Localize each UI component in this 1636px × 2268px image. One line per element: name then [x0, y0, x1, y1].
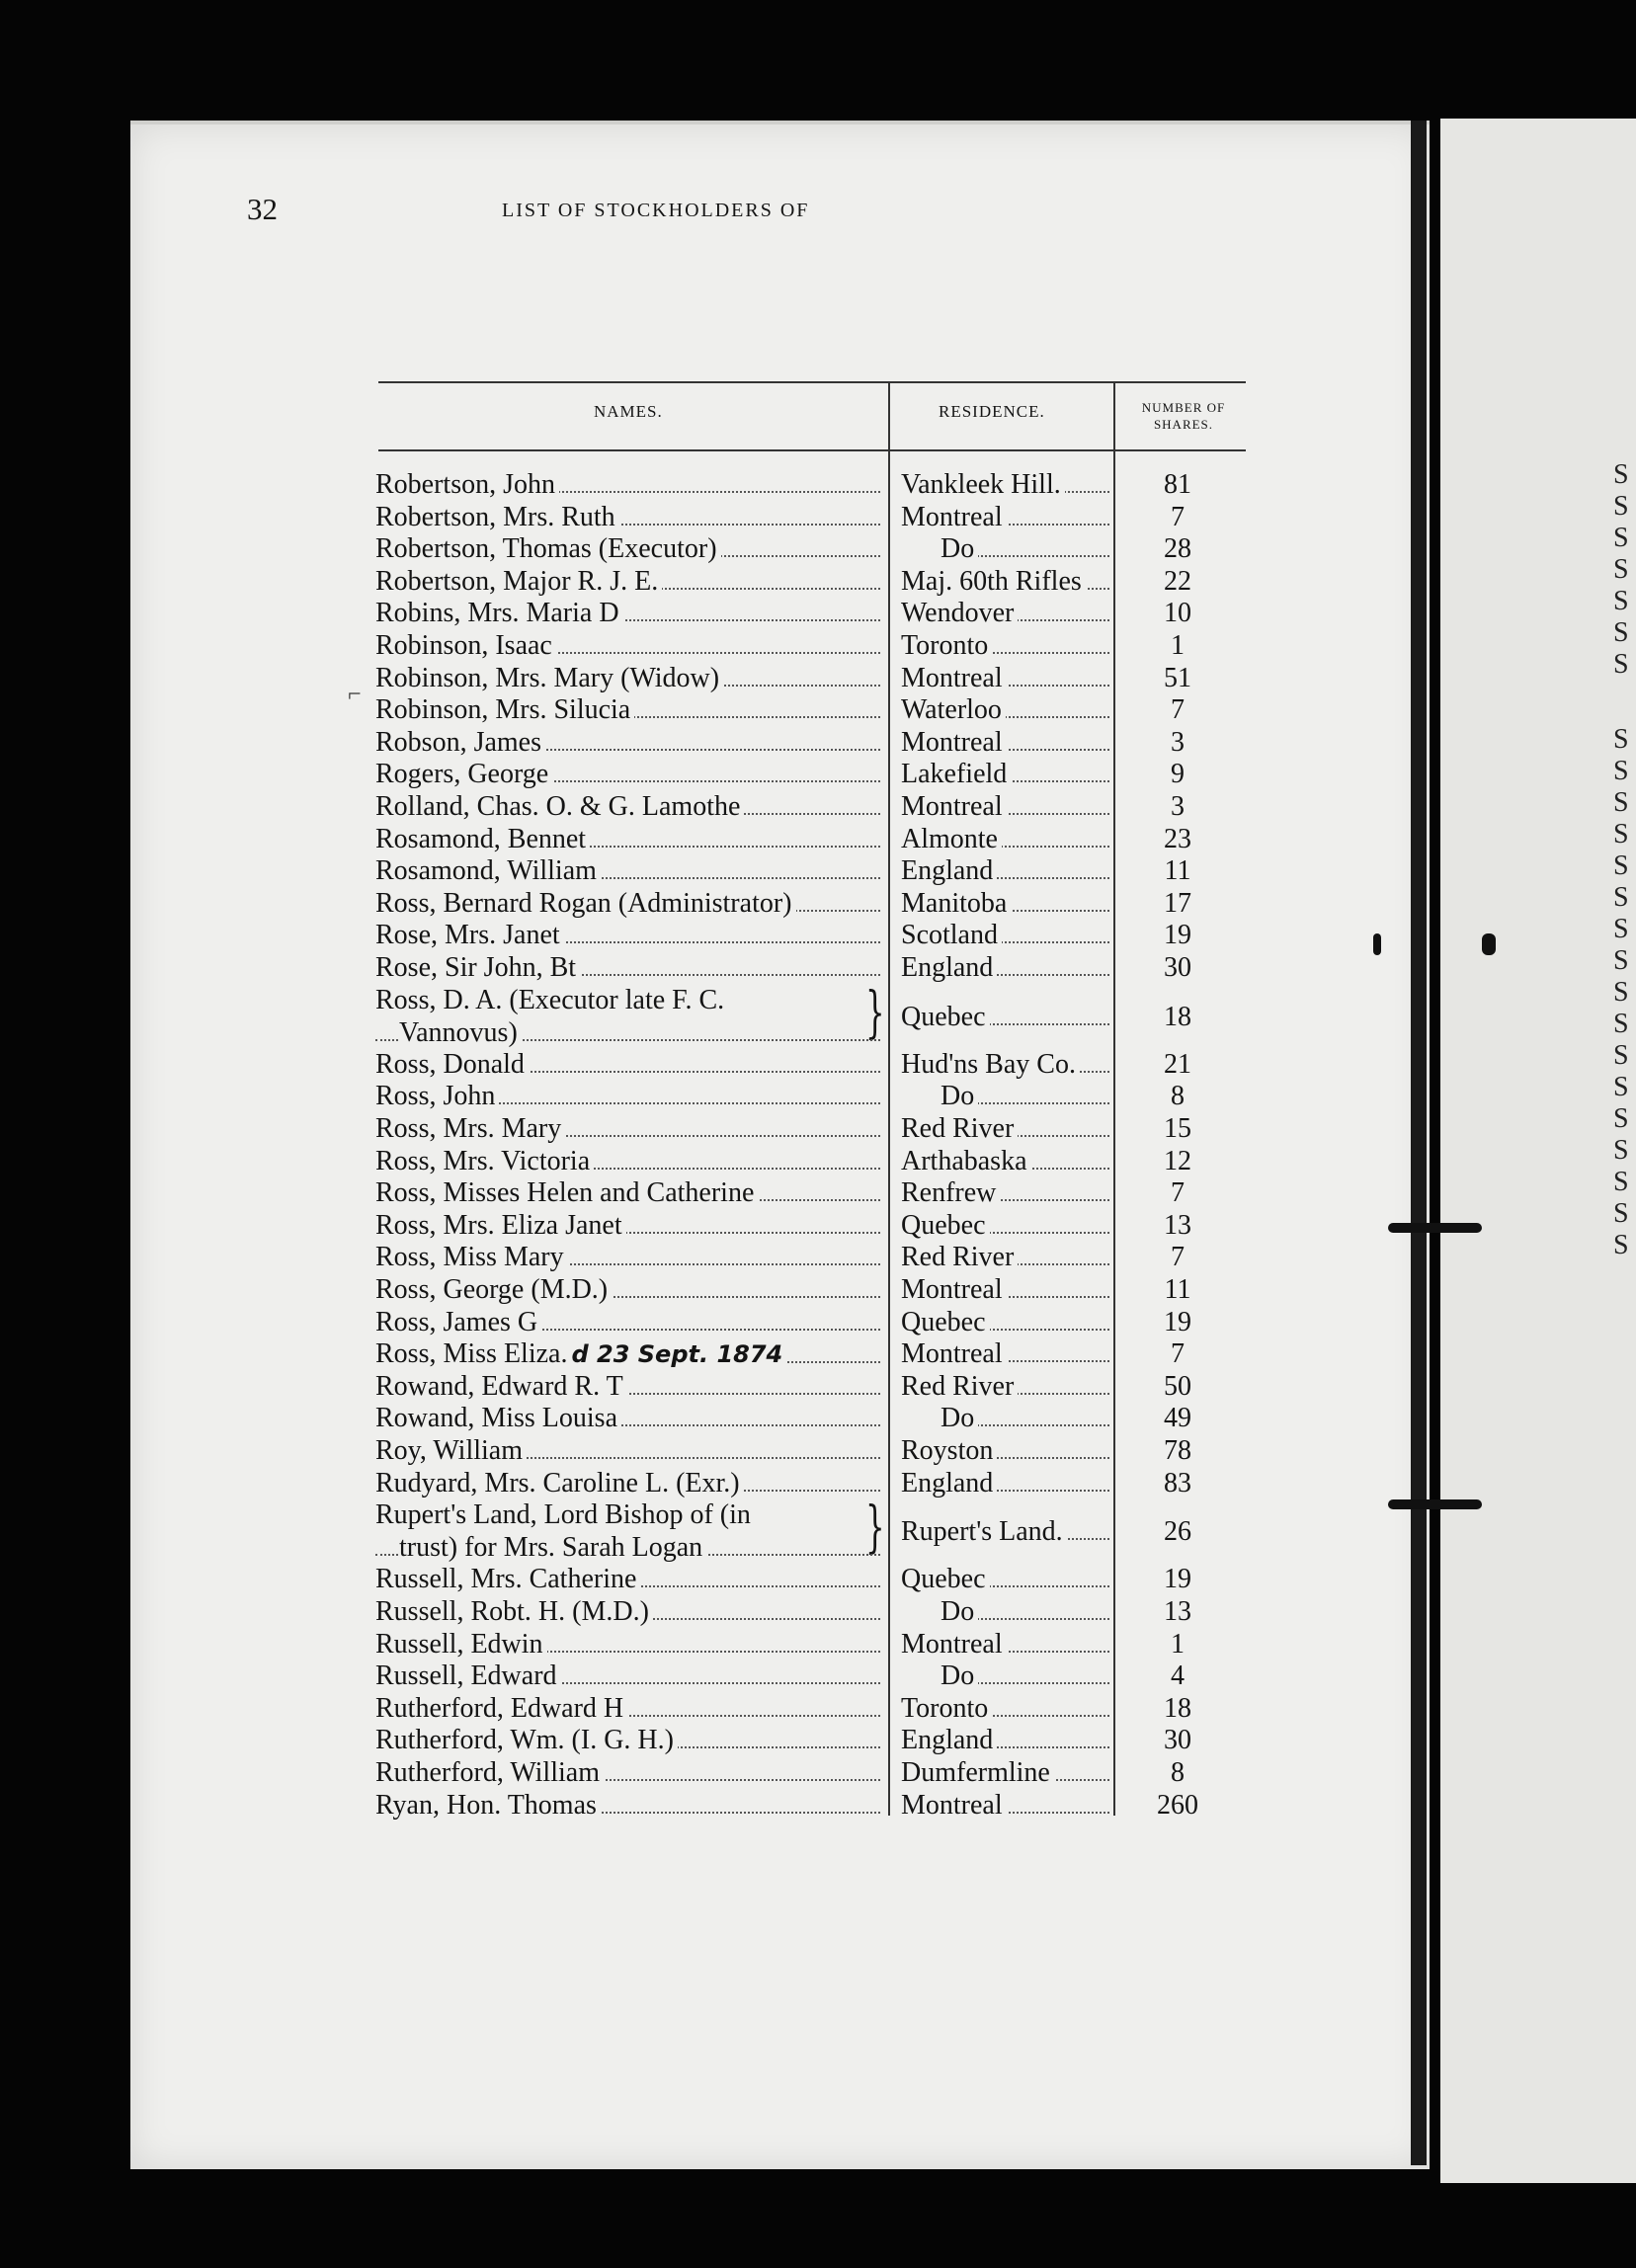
stockholder-shares: 78	[1164, 1435, 1191, 1466]
stockholder-name-text: Ross, James G	[375, 1307, 541, 1337]
stockholder-residence-text: Almonte	[901, 824, 1002, 854]
stockholder-name-text: Robertson, Major R. J. E.	[375, 566, 662, 597]
facing-page-letter: S	[1613, 1167, 1629, 1197]
table-row	[0, 1370, 1284, 1403]
stockholder-shares: 30	[1164, 1725, 1191, 1756]
stockholder-name	[375, 1434, 884, 1467]
stockholder-shares: 260	[1157, 1789, 1198, 1821]
stockholder-residence-text: Do	[901, 533, 978, 564]
table-row	[0, 1112, 1284, 1145]
stockholder-name-text: Ross, Mrs. Mary	[375, 1113, 565, 1144]
stockholder-residence	[901, 1628, 1113, 1660]
stockholder-name	[375, 1498, 884, 1564]
stockholder-residence	[901, 565, 1113, 598]
stockholder-name-text: Russell, Edwin	[375, 1629, 547, 1660]
pencil-tick-mark: ⌐	[348, 682, 362, 707]
stockholder-name	[375, 1402, 884, 1434]
binding-clip-mark	[1388, 1499, 1482, 1509]
stockholder-name	[375, 1756, 884, 1789]
stockholder-residence	[901, 758, 1113, 790]
stockholder-name-text: Ross, Miss Eliza.	[375, 1338, 571, 1369]
stockholder-residence-text: Montreal	[901, 1790, 1007, 1821]
table-row	[0, 1628, 1284, 1660]
bracket-brace: }	[865, 980, 885, 1045]
stockholder-name	[375, 1467, 884, 1499]
running-head: LIST OF STOCKHOLDERS OF	[502, 200, 810, 221]
table-row	[0, 1402, 1284, 1434]
column-header-shares-line2: SHARES.	[1153, 417, 1214, 432]
stockholder-shares: 8	[1171, 1757, 1185, 1788]
stockholder-shares: 7	[1171, 1177, 1185, 1209]
facing-page-letter: S	[1613, 914, 1629, 944]
stockholder-name-text: Vannovus)	[399, 1017, 522, 1048]
table-row	[0, 1337, 1284, 1370]
facing-page-letter: S	[1613, 1072, 1629, 1102]
bracket-brace: }	[865, 1496, 885, 1561]
stockholder-residence-text: Montreal	[901, 502, 1007, 532]
table-row	[0, 565, 1284, 598]
stockholder-name-text: Ross, Mrs. Victoria	[375, 1146, 594, 1176]
stockholder-residence-text: Do	[901, 1403, 978, 1433]
stockholder-name-text: Russell, Mrs. Catherine	[375, 1564, 640, 1594]
table-row	[0, 790, 1284, 823]
table-row	[0, 501, 1284, 533]
stockholder-name	[375, 854, 884, 887]
stockholder-residence	[901, 468, 1113, 501]
stockholder-residence-text: Montreal	[901, 663, 1007, 693]
stockholder-residence	[901, 1789, 1113, 1822]
stockholder-name-text: Robinson, Mrs. Silucia	[375, 694, 634, 725]
stockholder-residence	[901, 1145, 1113, 1177]
stockholder-name-text: Ross, John	[375, 1081, 499, 1111]
stockholder-name	[375, 629, 884, 662]
stockholder-name	[375, 501, 884, 533]
stockholder-name	[375, 1080, 884, 1112]
facing-page-letter: S	[1613, 819, 1629, 850]
table-row	[0, 1692, 1284, 1725]
stockholder-residence	[901, 823, 1113, 855]
stockholder-name-text: Rose, Mrs. Janet	[375, 920, 564, 950]
table-row	[0, 1789, 1284, 1822]
stockholder-name-text: Robertson, John	[375, 469, 559, 500]
table-row	[0, 468, 1284, 501]
stockholder-shares: 23	[1164, 823, 1191, 854]
stockholder-name	[375, 1241, 884, 1273]
page-gutter	[1411, 121, 1427, 2165]
stockholder-residence-text: Dumfermline	[901, 1757, 1054, 1788]
stockholder-residence	[901, 1112, 1113, 1145]
stockholder-name-text: trust) for Mrs. Sarah Logan	[399, 1532, 706, 1563]
stockholder-name	[375, 1789, 884, 1822]
stockholder-residence-text: Quebec	[901, 1307, 990, 1337]
stockholder-name-text: Robins, Mrs. Maria D	[375, 598, 623, 628]
binding-clip-mark	[1388, 1223, 1482, 1233]
stockholder-shares: 7	[1171, 1338, 1185, 1370]
stockholder-shares: 17	[1164, 887, 1191, 919]
stockholder-residence-text: Waterloo	[901, 694, 1006, 725]
facing-page-letter: S	[1613, 1040, 1629, 1071]
table-row	[0, 919, 1284, 951]
stockholder-residence-text: England	[901, 1468, 997, 1498]
stockholder-shares: 9	[1171, 759, 1185, 790]
stockholder-shares: 1	[1171, 630, 1185, 661]
stockholder-residence	[901, 1692, 1113, 1725]
facing-page-letter: S	[1613, 850, 1629, 881]
facing-page-letter: S	[1613, 523, 1629, 553]
stockholder-name	[375, 1337, 884, 1371]
stockholder-name-text: Rogers, George	[375, 759, 552, 789]
stockholder-residence	[901, 1515, 1113, 1548]
stockholder-name	[375, 1306, 884, 1338]
stockholder-residence-text: Toronto	[901, 630, 992, 661]
table-row	[0, 1209, 1284, 1242]
facing-page-letter: S	[1613, 1009, 1629, 1039]
stockholder-residence-text: Renfrew	[901, 1177, 1000, 1208]
stockholder-residence-text: Do	[901, 1081, 978, 1111]
binding-clip-mark	[1373, 933, 1381, 955]
stockholder-residence	[901, 1467, 1113, 1499]
stockholder-name	[375, 468, 884, 501]
table-row	[0, 1176, 1284, 1209]
stockholder-shares: 11	[1164, 1274, 1191, 1305]
stockholder-residence-text: Quebec	[901, 1002, 990, 1032]
stockholder-name-text: Robertson, Mrs. Ruth	[375, 502, 619, 532]
facing-page-letter: S	[1613, 1103, 1629, 1134]
stockholder-residence	[901, 1724, 1113, 1756]
facing-page-letter: S	[1613, 724, 1629, 755]
stockholder-name-text: Robinson, Isaac	[375, 630, 556, 661]
stockholder-shares: 18	[1164, 1692, 1191, 1724]
column-header-shares	[1124, 399, 1243, 433]
stockholder-name-text: Rutherford, Edward H	[375, 1693, 627, 1724]
stockholder-residence	[901, 887, 1113, 920]
stockholder-name	[375, 693, 884, 726]
stockholder-shares: 28	[1164, 533, 1191, 565]
table-row	[0, 726, 1284, 759]
stockholder-name	[375, 790, 884, 823]
stockholder-name	[375, 1692, 884, 1725]
stockholder-residence	[901, 1337, 1113, 1370]
stockholder-shares: 7	[1171, 1242, 1185, 1273]
facing-page-letter: S	[1613, 1198, 1629, 1229]
stockholder-residence-text: Montreal	[901, 1629, 1007, 1660]
stockholder-residence-text: England	[901, 1725, 997, 1755]
stockholder-shares: 1	[1171, 1628, 1185, 1660]
stockholder-residence-text: Do	[901, 1660, 978, 1691]
facing-page-letter: S	[1613, 617, 1629, 648]
stockholder-name	[375, 758, 884, 790]
table-row	[0, 1756, 1284, 1789]
page-number: 32	[247, 192, 278, 226]
stockholder-name	[375, 823, 884, 855]
stockholder-residence	[901, 1048, 1113, 1081]
stockholder-shares: 3	[1171, 791, 1185, 822]
handwritten-annotation: d 23 Sept. 1874	[571, 1340, 786, 1368]
stockholder-name-text: Ross, Misses Helen and Catherine	[375, 1177, 758, 1208]
facing-page-letter: S	[1613, 977, 1629, 1008]
stockholder-residence-text: Manitoba	[901, 888, 1011, 919]
stockholder-name-text: Rupert's Land, Lord Bishop of (in	[375, 1499, 755, 1530]
stockholder-name-text: Ross, Donald	[375, 1049, 529, 1080]
stockholder-residence	[901, 919, 1113, 951]
stockholder-residence	[901, 532, 1113, 565]
stockholder-shares: 10	[1164, 598, 1191, 629]
stockholder-residence-text: Lakefield	[901, 759, 1011, 789]
stockholder-shares: 81	[1164, 469, 1191, 500]
table-row	[0, 1145, 1284, 1177]
stockholder-shares: 12	[1164, 1145, 1191, 1176]
table-row	[0, 854, 1284, 887]
stockholder-shares: 26	[1164, 1516, 1191, 1548]
stockholder-residence	[901, 693, 1113, 726]
stockholder-name-text: Rosamond, William	[375, 855, 601, 886]
stockholder-residence-text: Montreal	[901, 791, 1007, 822]
stockholder-shares: 3	[1171, 726, 1185, 758]
facing-page-letter: S	[1613, 554, 1629, 585]
stockholder-name	[375, 1048, 884, 1081]
stockholder-name	[375, 597, 884, 629]
stockholder-name-text: Rowand, Miss Louisa	[375, 1403, 621, 1433]
stockholder-name-text: Ross, Mrs. Eliza Janet	[375, 1210, 626, 1241]
stockholder-residence-text: Quebec	[901, 1210, 990, 1241]
table-row	[0, 693, 1284, 726]
stockholder-residence	[901, 597, 1113, 629]
stockholder-shares: 19	[1164, 920, 1191, 951]
stockholder-residence-text: Maj. 60th Rifles	[901, 566, 1086, 597]
stockholder-residence-text: Vankleek Hill.	[901, 469, 1065, 500]
stockholder-name-text: Russell, Edward	[375, 1660, 561, 1691]
stockholder-shares: 83	[1164, 1467, 1191, 1498]
stockholder-name	[375, 1660, 884, 1692]
stockholder-residence-text: Arthabaska	[901, 1146, 1031, 1176]
stockholder-residence-text: Red River	[901, 1113, 1018, 1144]
column-header-shares-line1: NUMBER OF	[1141, 400, 1226, 415]
stockholder-residence	[901, 629, 1113, 662]
stockholder-residence	[901, 1080, 1113, 1112]
stockholder-residence	[901, 1595, 1113, 1628]
stockholder-name	[375, 919, 884, 951]
stockholder-shares: 51	[1164, 662, 1191, 693]
stockholder-shares: 19	[1164, 1564, 1191, 1595]
stockholder-name-text: Rutherford, William	[375, 1757, 604, 1788]
stockholder-name	[375, 1176, 884, 1209]
stockholder-name	[375, 1628, 884, 1660]
facing-page-letter: S	[1613, 491, 1629, 522]
stockholder-residence	[901, 501, 1113, 533]
stockholder-residence	[901, 854, 1113, 887]
stockholder-name-text: Ross, George (M.D.)	[375, 1274, 612, 1305]
stockholder-residence	[901, 1176, 1113, 1209]
stockholder-residence	[901, 951, 1113, 984]
stockholder-residence-text: Wendover	[901, 598, 1018, 628]
facing-page-letter: S	[1613, 945, 1629, 976]
stockholder-name-text: Ross, Miss Mary	[375, 1242, 568, 1272]
stockholder-name	[375, 532, 884, 565]
binding-clip-mark	[1482, 933, 1496, 955]
facing-page-letter: S	[1613, 882, 1629, 913]
stockholder-residence-text: Royston	[901, 1435, 997, 1466]
stockholder-name	[375, 1563, 884, 1595]
stockholder-name-text: Ryan, Hon. Thomas	[375, 1790, 601, 1821]
stockholder-residence-text: Quebec	[901, 1564, 990, 1594]
stockholder-shares: 49	[1164, 1403, 1191, 1434]
stockholder-residence-text: Do	[901, 1596, 978, 1627]
table-row	[0, 887, 1284, 920]
stockholder-shares: 13	[1164, 1596, 1191, 1627]
stockholder-name-text: Rose, Sir John, Bt	[375, 952, 580, 983]
stockholder-residence	[901, 1306, 1113, 1338]
stockholder-shares: 18	[1164, 1001, 1191, 1032]
stockholder-shares: 7	[1171, 694, 1185, 726]
stockholder-residence	[901, 1001, 1113, 1033]
stockholder-residence-text: Scotland	[901, 920, 1002, 950]
stockholder-shares: 50	[1164, 1370, 1191, 1402]
facing-page-letter: S	[1613, 649, 1629, 680]
stockholder-residence	[901, 1660, 1113, 1692]
stockholder-residence-text: England	[901, 855, 997, 886]
stockholder-name-text: Rutherford, Wm. (I. G. H.)	[375, 1725, 678, 1755]
stockholder-residence	[901, 1370, 1113, 1403]
stockholder-name	[375, 1209, 884, 1242]
stockholder-residence-text: Toronto	[901, 1693, 992, 1724]
stockholder-shares: 7	[1171, 501, 1185, 532]
stockholder-residence	[901, 1756, 1113, 1789]
stockholder-name	[375, 726, 884, 759]
stockholder-name	[375, 951, 884, 984]
header-bottom-rule	[378, 449, 1246, 451]
stockholder-name	[375, 1724, 884, 1756]
stockholder-name-text: Rosamond, Bennet	[375, 824, 590, 854]
stockholder-residence-text: Montreal	[901, 1274, 1007, 1305]
table-row	[0, 758, 1284, 790]
table-row	[0, 951, 1284, 984]
header-top-rule	[378, 381, 1246, 383]
stockholder-name	[375, 1595, 884, 1628]
table-row	[0, 1724, 1284, 1756]
facing-page-letter: S	[1613, 586, 1629, 616]
stockholder-shares: 13	[1164, 1209, 1191, 1241]
table-row	[0, 1595, 1284, 1628]
stockholder-residence-text: Montreal	[901, 727, 1007, 758]
stockholder-name-text: Ross, D. A. (Executor late F. C.	[375, 985, 728, 1015]
table-row	[0, 1660, 1284, 1692]
stockholder-residence-text: Rupert's Land.	[901, 1516, 1067, 1547]
stockholder-name-text: Robson, James	[375, 727, 545, 758]
table-row	[0, 823, 1284, 855]
table-row	[0, 662, 1284, 694]
table-row	[0, 1241, 1284, 1273]
stockholder-name	[375, 565, 884, 598]
stockholder-residence-text: Red River	[901, 1242, 1018, 1272]
stockholder-residence	[901, 1209, 1113, 1242]
facing-page-letter: S	[1613, 1230, 1629, 1260]
table-row	[0, 597, 1284, 629]
stockholder-name-text: Roy, William	[375, 1435, 527, 1466]
table-row	[0, 1080, 1284, 1112]
stockholder-shares: 21	[1164, 1048, 1191, 1080]
stockholder-residence	[901, 790, 1113, 823]
stockholder-name	[375, 1273, 884, 1306]
stockholder-residence-text: England	[901, 952, 997, 983]
stockholder-name	[375, 980, 885, 1049]
facing-page-letter: S	[1613, 756, 1629, 786]
stockholder-name	[375, 662, 884, 694]
table-row	[0, 1273, 1284, 1306]
stockholder-name-text: Rowand, Edward R. T	[375, 1371, 627, 1402]
facing-page-edge	[1440, 119, 1636, 2183]
stockholder-residence	[901, 1402, 1113, 1434]
table-row	[0, 629, 1284, 662]
stockholder-shares: 8	[1171, 1081, 1185, 1112]
stockholder-name-text: Rudyard, Mrs. Caroline L. (Exr.)	[375, 1468, 744, 1498]
table-row	[0, 1467, 1284, 1499]
stockholder-shares: 22	[1164, 565, 1191, 597]
table-row	[0, 532, 1284, 565]
stockholder-shares: 4	[1171, 1660, 1185, 1692]
stockholder-name	[375, 1145, 884, 1177]
stockholder-residence	[901, 662, 1113, 694]
stockholder-residence-text: Red River	[901, 1371, 1018, 1402]
stockholder-residence	[901, 1563, 1113, 1595]
table-row	[0, 1306, 1284, 1338]
table-row	[0, 1434, 1284, 1467]
table-row	[0, 1498, 1284, 1564]
table-row	[0, 1048, 1284, 1081]
stockholder-name-text: Robertson, Thomas (Executor)	[375, 533, 721, 564]
stockholder-shares: 19	[1164, 1306, 1191, 1337]
stockholder-shares: 30	[1164, 952, 1191, 983]
stockholder-name	[375, 1370, 884, 1403]
stockholder-residence-text: Hud'ns Bay Co.	[901, 1049, 1080, 1080]
stockholder-residence	[901, 726, 1113, 759]
facing-page-letter: S	[1613, 459, 1629, 490]
column-header-names: NAMES.	[594, 402, 663, 421]
facing-page-letter: S	[1613, 787, 1629, 818]
column-header-residence: RESIDENCE.	[939, 402, 1045, 421]
table-row	[0, 980, 1284, 1049]
stockholder-name-text: Rolland, Chas. O. & G. Lamothe	[375, 791, 744, 822]
stockholder-shares: 15	[1164, 1113, 1191, 1144]
stockholder-residence	[901, 1273, 1113, 1306]
stockholder-residence	[901, 1241, 1113, 1273]
stockholder-residence	[901, 1434, 1113, 1467]
stockholder-name-text: Russell, Robt. H. (M.D.)	[375, 1596, 653, 1627]
stockholder-name-text: Ross, Bernard Rogan (Administrator)	[375, 888, 796, 919]
stockholder-name	[375, 887, 884, 920]
table-row	[0, 1563, 1284, 1595]
stockholder-shares: 11	[1164, 855, 1191, 887]
stockholder-residence-text: Montreal	[901, 1338, 1007, 1369]
stockholder-name-text: Robinson, Mrs. Mary (Widow)	[375, 663, 723, 693]
stockholder-name	[375, 1112, 884, 1145]
facing-page-letter: S	[1613, 1135, 1629, 1166]
